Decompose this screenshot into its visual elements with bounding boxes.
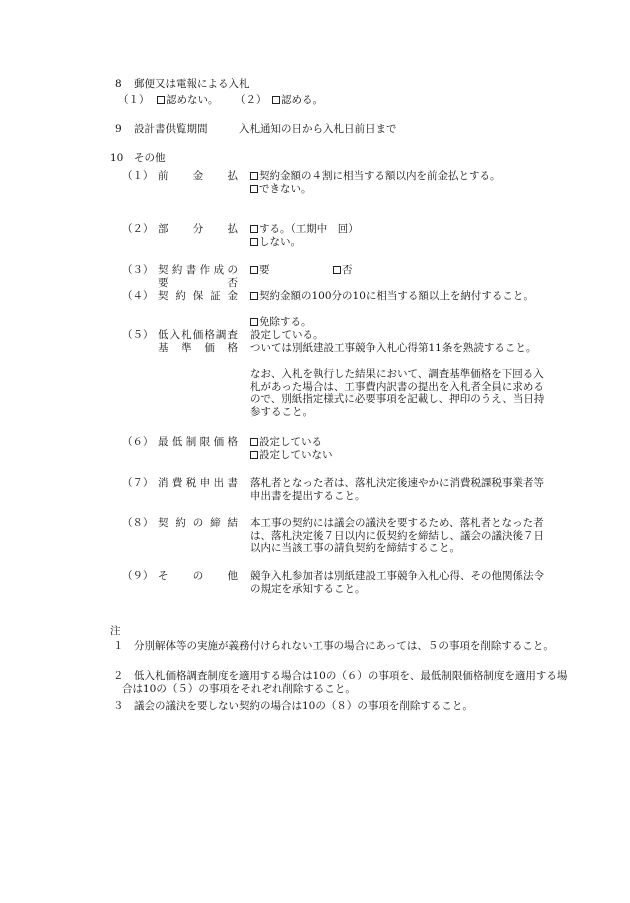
- section-10-title: その他: [134, 152, 166, 164]
- note-text: 分別解体等の実施が義務付けられない工事の場合にあっては、５の事項を削除すること。: [134, 640, 554, 652]
- checkbox-icon: [157, 96, 165, 104]
- checkbox-icon: [250, 225, 258, 233]
- item-label-text: そ の 他: [158, 570, 238, 582]
- item-number: （９）: [122, 570, 154, 582]
- section-8-option-2: 認める。: [272, 94, 323, 107]
- item-text: 設定している。: [250, 329, 324, 341]
- item-text: 競争入札参加者は別紙建設工事競争入札心得、その他関係法令の規定を承知すること。: [250, 570, 544, 595]
- item-label-text: 契 約 保 証 金: [158, 290, 238, 302]
- option-line: 契約金額の４割に相当する額以内を前金払とする。: [250, 170, 501, 183]
- checkbox-icon: [272, 96, 280, 104]
- option-no: 否: [333, 264, 353, 277]
- item-label-text: 部 分 払: [158, 223, 238, 235]
- item-label: [158, 436, 238, 449]
- item-label-text: 前 金 払: [158, 170, 238, 182]
- item-number: （２）: [122, 223, 154, 235]
- item-label: [158, 290, 238, 303]
- item-label-text: 最 低 制 限 価 格: [158, 436, 238, 448]
- item-label-2: [158, 277, 238, 290]
- section-9-value: 入札通知の日から入札日前日まで: [239, 123, 397, 135]
- section-9-title: 設計書供覧期間: [134, 123, 208, 135]
- checkbox-icon: [250, 172, 258, 180]
- item-number: （４）: [122, 290, 154, 302]
- note-text: 低入札価格調査制度を適用する場合は10の（６）の事項を、最低制限価格制度を適用する場合は10の（５）の事項をそれぞれ削除すること。: [122, 670, 568, 695]
- item-text: なお、入札を執行した結果において、調査基準価格を下回る入札があった場合は、工事費内訳書の提出を入札者全員に求めるので、別紙指定様式に必要事項を記載し、押印のうえ、当日持参すること。: [250, 368, 545, 418]
- note-text: 議会の議決を要しない契約の場合は10の（８）の事項を削除すること。: [134, 700, 473, 712]
- option-line: しない。: [250, 236, 301, 249]
- item-text: 本工事の契約には議会の議決を要するため、落札者となった者は、落札決定後７日以内に仮契約を締結し、議会の議決後７日以内に当該工事の請負契約を締結すること。: [250, 517, 544, 554]
- notes-title: 注: [110, 625, 121, 637]
- item-label-text: 契 約 の 締 結: [158, 517, 238, 529]
- option-line: 設定していない: [250, 449, 333, 462]
- section-10-number: 10: [110, 152, 124, 164]
- item-number: （３）: [122, 264, 154, 276]
- section-8-title: 郵便又は電報による入札: [134, 78, 250, 90]
- item-label-text: 基 準 価 格: [158, 342, 238, 354]
- item-label-text: 低 入 札 価 格 調 査: [158, 329, 238, 341]
- option-line: 免除する。: [250, 316, 312, 329]
- item-label-text: 消 費 税 申 出 書: [158, 477, 238, 489]
- item-number: （６）: [122, 436, 154, 448]
- item-label-2: [158, 342, 238, 355]
- section-9-number: 9: [115, 123, 122, 135]
- option-yes: 要: [250, 264, 270, 277]
- section-8-number: 8: [115, 78, 122, 90]
- item-label: [158, 477, 238, 490]
- option-line: 契約金額の100分の10に相当する額以上を納付すること。: [250, 290, 550, 303]
- item-text: ついては別紙建設工事競争入札心得第11条を熟読すること。: [250, 342, 537, 354]
- item-label: [158, 170, 238, 183]
- item-label-text: 契 約 書 作 成 の: [158, 264, 238, 276]
- option-line: できない。: [250, 183, 312, 196]
- checkbox-icon: [250, 318, 258, 326]
- item-number: （７）: [122, 477, 154, 489]
- item-number: （５）: [122, 329, 154, 341]
- note-number: ２: [113, 670, 124, 682]
- item-label: [158, 570, 238, 583]
- section-8-option-1-number: （１）: [118, 94, 150, 106]
- item-number: （８）: [122, 517, 154, 529]
- item-label-text: 要 否: [158, 277, 238, 289]
- section-8-option-1: 認めない。: [157, 94, 219, 107]
- item-number: （１）: [122, 170, 154, 182]
- note-number: １: [113, 640, 124, 652]
- checkbox-icon: [250, 238, 258, 246]
- option-line: 設定している: [250, 436, 322, 449]
- checkbox-icon: [250, 438, 258, 446]
- item-label: [158, 223, 238, 236]
- item-label: [158, 264, 238, 277]
- checkbox-icon: [250, 266, 258, 274]
- checkbox-icon: [333, 266, 341, 274]
- checkbox-icon: [250, 185, 258, 193]
- checkbox-icon: [250, 292, 258, 300]
- checkbox-icon: [250, 451, 258, 459]
- section-8-option-2-number: （２）: [235, 94, 267, 106]
- item-label: [158, 517, 238, 530]
- note-number: ３: [113, 700, 124, 712]
- option-line: する。（工期中 回）: [250, 223, 359, 236]
- item-label: [158, 329, 238, 342]
- item-text: 落札者となった者は、落札決定後速やかに消費税課税事業者等申出書を提出すること。: [250, 477, 544, 502]
